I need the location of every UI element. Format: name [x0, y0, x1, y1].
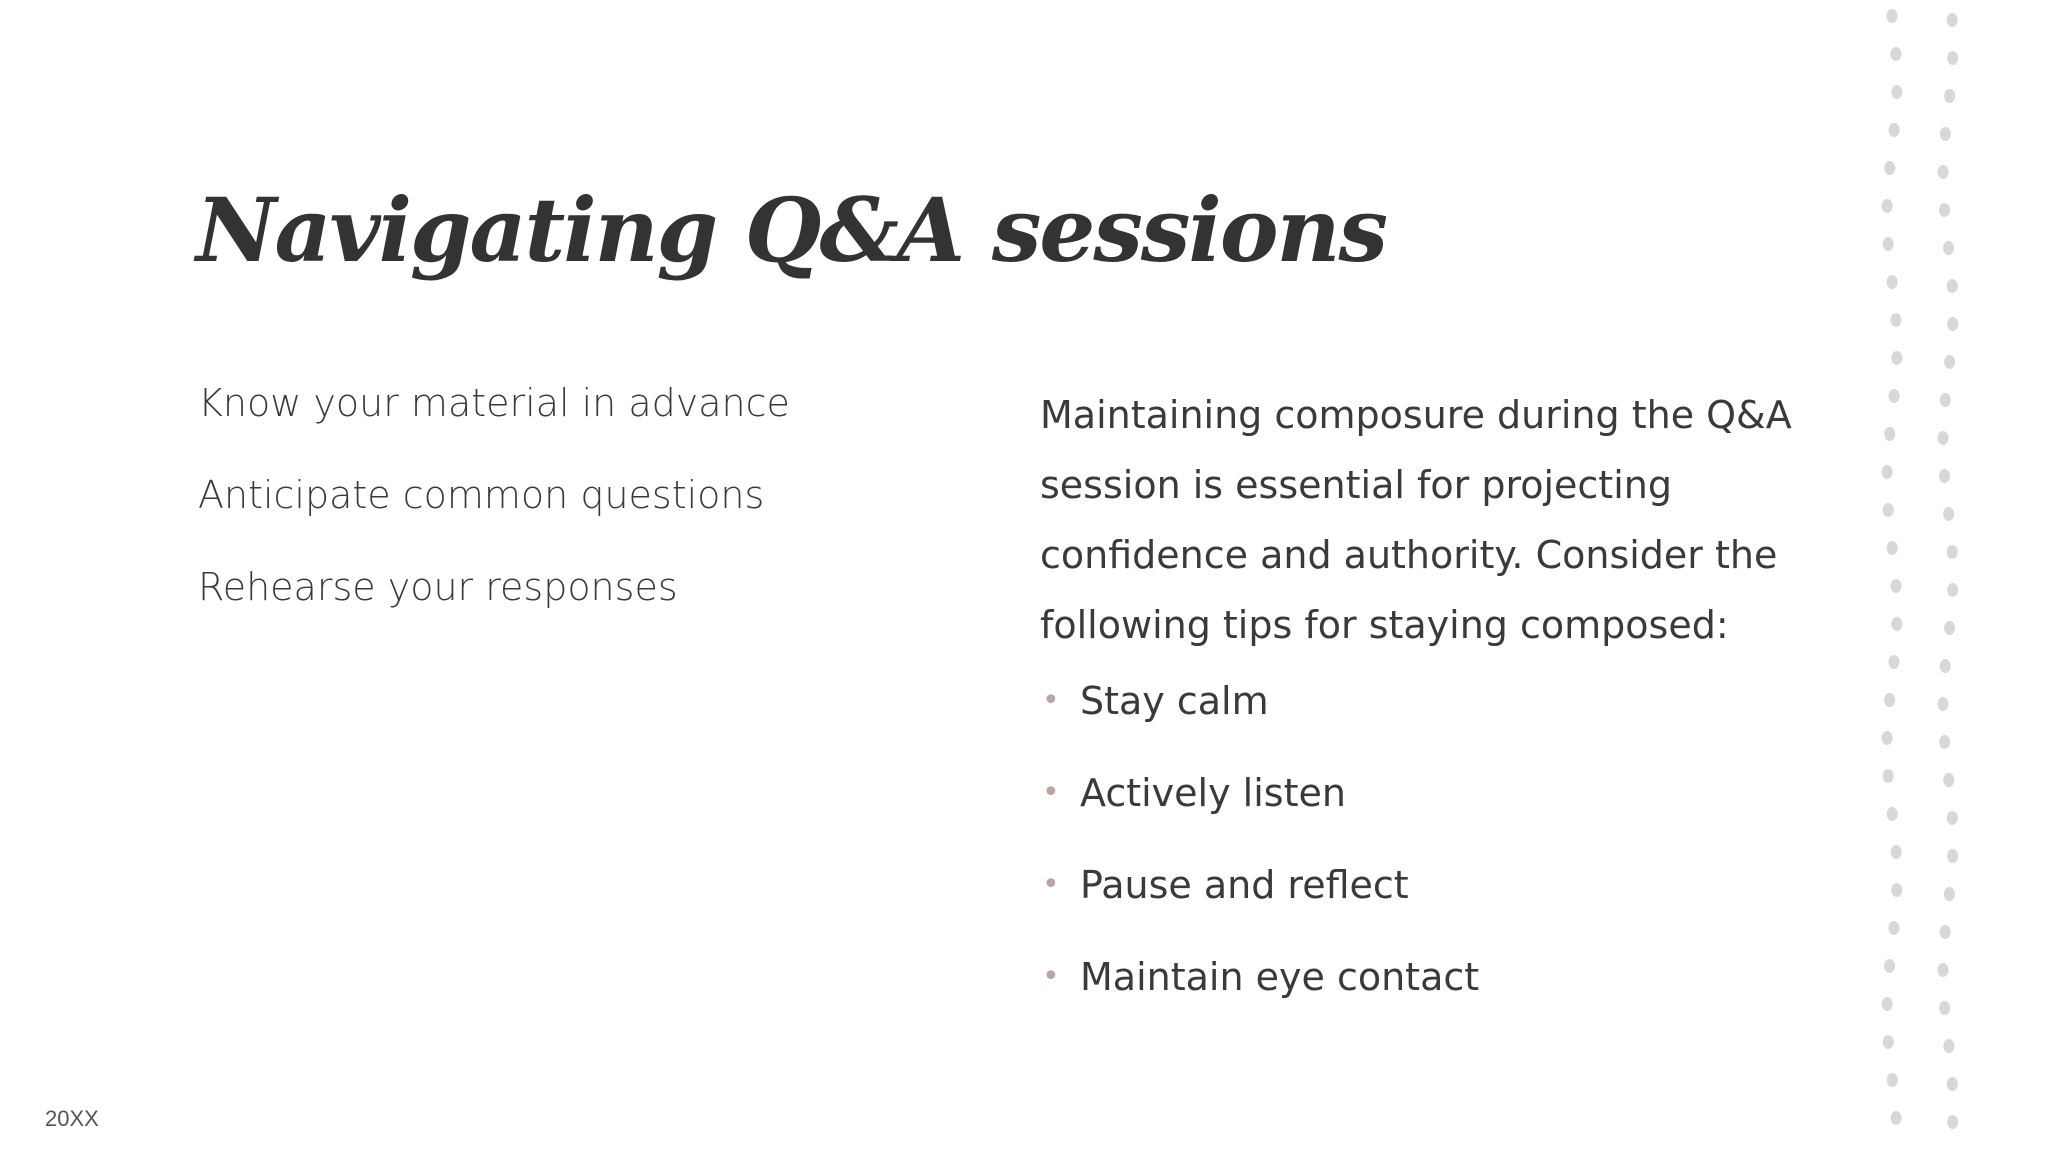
decorative-dot [1947, 1077, 1958, 1091]
decorative-dot [1939, 1001, 1950, 1015]
decorative-dot [1882, 997, 1893, 1011]
decorative-dot [1884, 959, 1895, 973]
decorative-dot [1947, 583, 1958, 597]
decorative-dot [1887, 541, 1898, 555]
decorative-dot [1883, 237, 1894, 251]
decorative-dot [1887, 1073, 1898, 1087]
list-item[interactable] [1040, 954, 1820, 1000]
decorative-dot [1940, 925, 1951, 939]
slide-title[interactable]: Navigating Q&A sessions [196, 178, 1387, 282]
decorative-dot [1891, 85, 1902, 99]
tips-list [1040, 678, 1820, 1000]
decorative-dot [1891, 845, 1902, 859]
decorative-dot [1887, 9, 1898, 23]
decorative-dots [1880, 0, 1980, 1152]
decorative-dot [1883, 769, 1894, 783]
decorative-dot [1889, 123, 1900, 137]
decorative-dot [1889, 389, 1900, 403]
list-item[interactable] [1040, 678, 1820, 724]
decorative-dot [1882, 731, 1893, 745]
decorative-dot [1947, 317, 1958, 331]
decorative-dot [1940, 393, 1951, 407]
decorative-dot [1887, 807, 1898, 821]
decorative-dot [1884, 693, 1895, 707]
decorative-dot [1884, 427, 1895, 441]
decorative-dot [1944, 355, 1955, 369]
left-item[interactable]: Rehearse your responses [198, 565, 678, 609]
decorative-dot [1891, 579, 1902, 593]
decorative-dot [1890, 47, 1901, 61]
left-item[interactable]: Know your material in advance [198, 381, 790, 425]
decorative-dot [1887, 275, 1898, 289]
decorative-dot [1939, 735, 1950, 749]
decorative-dot [1947, 811, 1958, 825]
decorative-dot [1947, 13, 1958, 27]
decorative-dot [1882, 465, 1893, 479]
decorative-dot [1943, 507, 1954, 521]
decorative-dot [1940, 127, 1951, 141]
decorative-dot [1939, 469, 1950, 483]
decorative-dot [1938, 963, 1949, 977]
footer-date: 20XX [45, 1106, 99, 1131]
bullet-icon: • [1042, 775, 1060, 810]
bullet-icon: • [1042, 959, 1060, 994]
decorative-dot [1939, 203, 1950, 217]
decorative-dot [1888, 921, 1899, 935]
left-column [198, 380, 958, 656]
decorative-dot [1944, 89, 1955, 103]
decorative-dot [1947, 51, 1958, 65]
decorative-dot [1938, 697, 1949, 711]
decorative-dot [1891, 351, 1902, 365]
decorative-dot [1938, 431, 1949, 445]
decorative-dot [1888, 655, 1899, 669]
decorative-dot [1891, 1111, 1902, 1125]
list-item[interactable] [1040, 862, 1820, 908]
decorative-dot [1938, 165, 1949, 179]
decorative-dot [1883, 503, 1894, 517]
decorative-dot [1947, 279, 1958, 293]
list-item-label: Actively listen [1080, 771, 1346, 815]
decorative-dot [1947, 545, 1958, 559]
decorative-dot [1891, 617, 1902, 631]
intro-paragraph[interactable]: Maintaining composure during the Q&A session is essential for projecting confidence and authority. Consider the following tips for staying composed: [1040, 393, 1792, 647]
decorative-dot [1943, 773, 1954, 787]
bullet-icon: • [1042, 683, 1060, 718]
decorative-dot [1944, 621, 1955, 635]
decorative-dot [1884, 161, 1895, 175]
list-item-label: Pause and reflect [1080, 863, 1409, 907]
decorative-dot [1882, 199, 1893, 213]
decorative-dot [1947, 849, 1958, 863]
decorative-dot [1947, 1115, 1958, 1129]
left-item[interactable]: Anticipate common questions [198, 473, 765, 517]
bullet-icon: • [1042, 867, 1060, 902]
decorative-dot [1944, 887, 1955, 901]
list-item-label: Stay calm [1080, 679, 1269, 723]
list-item[interactable] [1040, 770, 1820, 816]
decorative-dot [1943, 241, 1954, 255]
decorative-dot [1940, 659, 1951, 673]
right-column [1040, 380, 1820, 1046]
decorative-dot [1891, 883, 1902, 897]
list-item-label: Maintain eye contact [1080, 955, 1480, 999]
decorative-dot [1943, 1039, 1954, 1053]
decorative-dot [1883, 1035, 1894, 1049]
decorative-dot [1890, 313, 1901, 327]
